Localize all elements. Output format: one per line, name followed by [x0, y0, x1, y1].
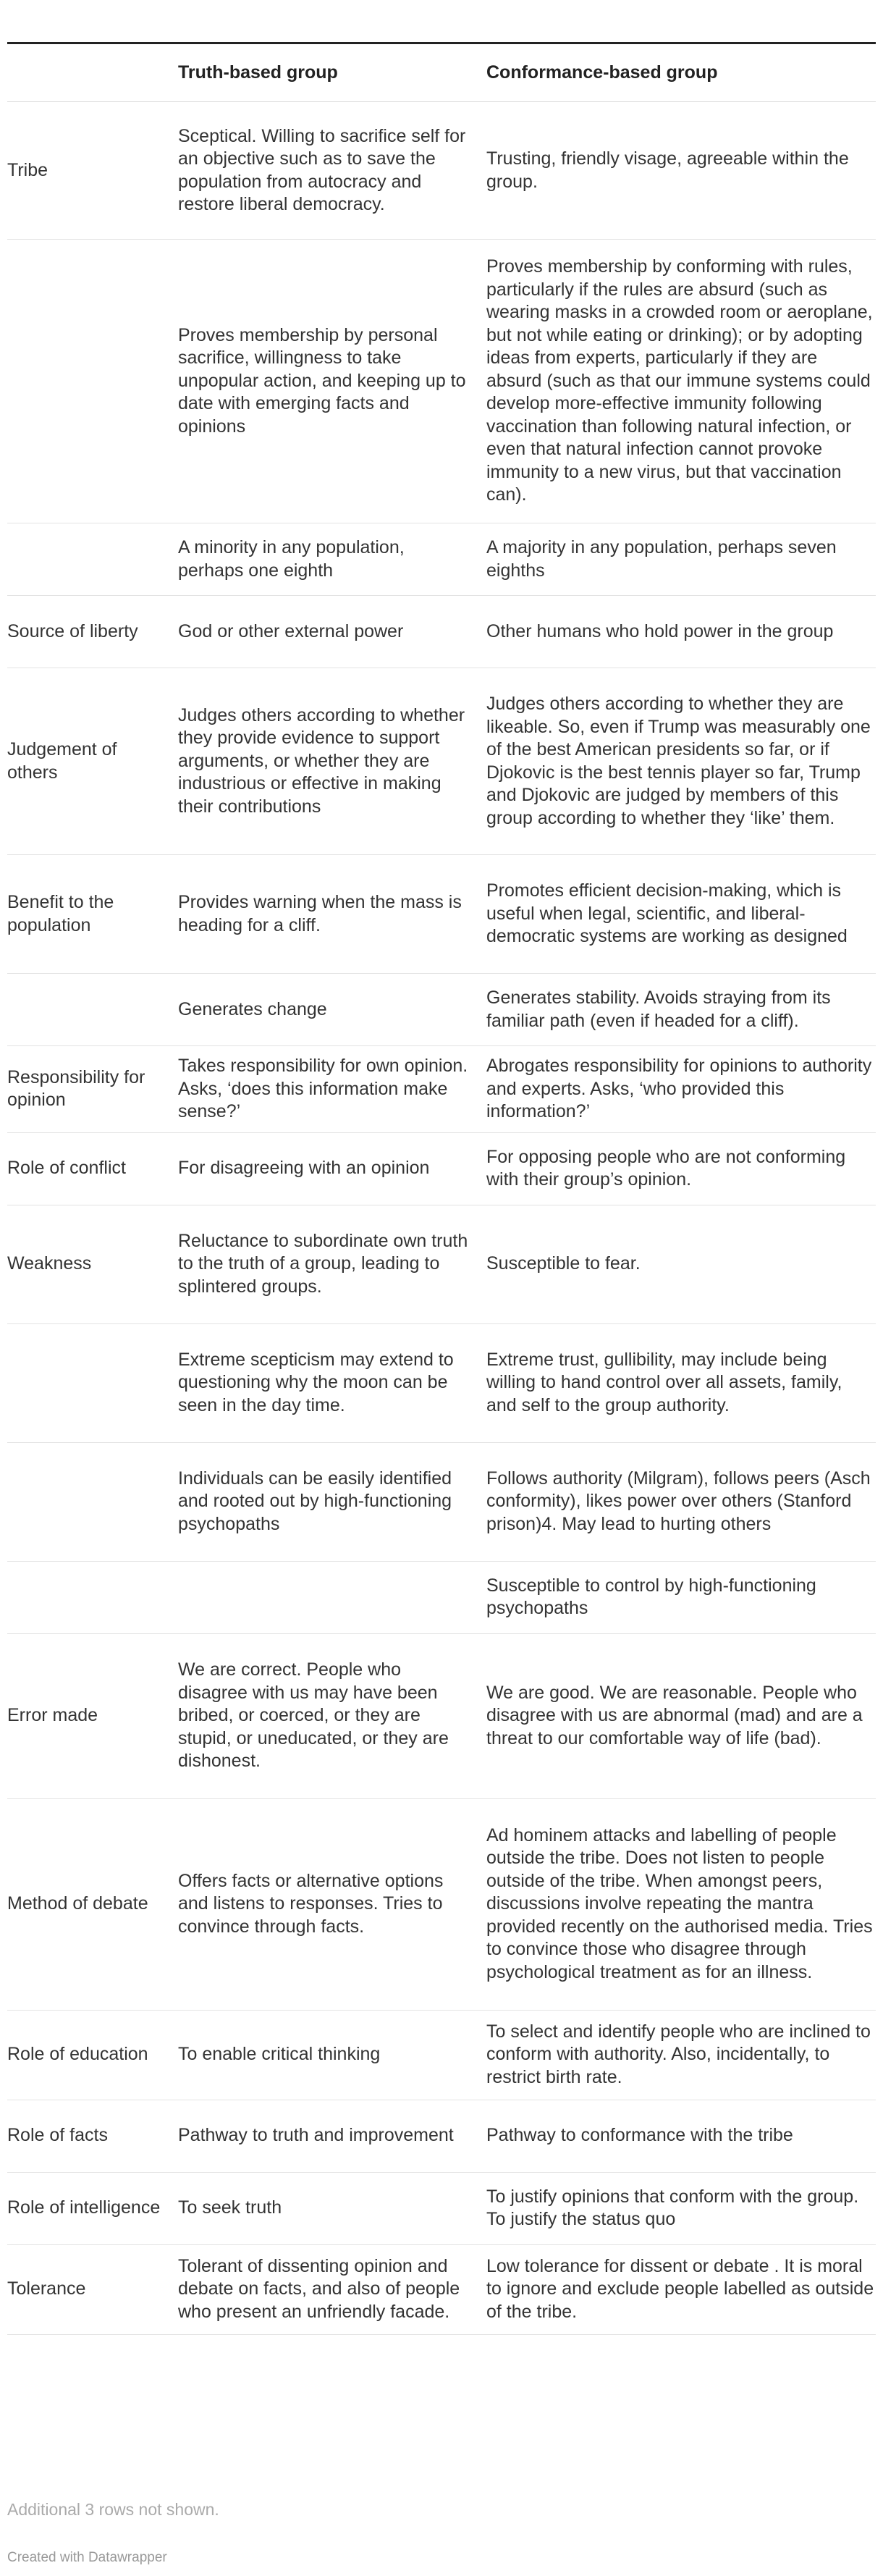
table-cell: Extreme trust, gullibility, may include being willing to hand control over all assets, family, and self to the group authority.	[486, 1323, 876, 1442]
table-cell: Proves membership by conforming with rules, particularly if the rules are absurd (such as wearing masks in a crowded room or aeroplane, but not while eating or drinking); or by adopting ideas from experts, particularly if they are absurd (such as that our immune systems could develop more-effective immunity following vaccination than following natural infection, or even that natural infection cannot provoke immunity to a new virus, but that vaccination can).	[486, 240, 876, 523]
table-cell: To enable critical thinking	[178, 2010, 486, 2100]
table-container	[7, 42, 876, 2335]
table-cell: A majority in any population, perhaps seven eighths	[486, 523, 876, 596]
table-cell: For opposing people who are not conforming with their group’s opinion.	[486, 1132, 876, 1205]
row-label-cell: Role of intelligence	[7, 2172, 178, 2244]
row-label-cell: Source of liberty	[7, 596, 178, 668]
table-cell: Judges others according to whether they provide evidence to support arguments, or whether they are industrious or effective in making their contributions	[178, 668, 486, 855]
column-header[interactable]	[7, 43, 178, 102]
row-label-cell: Judgement of others	[7, 668, 178, 855]
table-cell: God or other external power	[178, 596, 486, 668]
table-cell: Provides warning when the mass is heading for a cliff.	[178, 855, 486, 974]
table-cell: Proves membership by personal sacrifice, willingness to take unpopular action, and keeping up to date with emerging facts and opinions	[178, 240, 486, 523]
table-cell: Takes responsibility for own opinion. Asks, ‘does this information make sense?’	[178, 1046, 486, 1133]
table-cell: Sceptical. Willing to sacrifice self for an objective such as to save the population from autocracy and restore liberal democracy.	[178, 102, 486, 240]
table-row	[7, 1798, 876, 2010]
row-label-cell: Role of education	[7, 2010, 178, 2100]
table-row	[7, 1046, 876, 1133]
table-cell: To select and identify people who are inclined to conform with authority. Also, incidentally, to restrict birth rate.	[486, 2010, 876, 2100]
table-row	[7, 1323, 876, 1442]
table-cell: To seek truth	[178, 2172, 486, 2244]
table-cell: Trusting, friendly visage, agreeable within the group.	[486, 102, 876, 240]
table-cell: Pathway to conformance with the tribe	[486, 2100, 876, 2172]
row-label-cell: Tribe	[7, 102, 178, 240]
comparison-table	[7, 42, 876, 2335]
row-label-cell: Role of facts	[7, 2100, 178, 2172]
table-cell: We are good. We are reasonable. People who disagree with us are abnormal (mad) and are a threat to our comfortable way of life (bad).	[486, 1633, 876, 1798]
table-cell: Ad hominem attacks and labelling of people outside the tribe. Does not listen to people outside of the tribe. When amongst peers, discussions involve repeating the mantra provided recently on the authorised media. Tries to convince those who disagree through psychological treatment as for an illness.	[486, 1798, 876, 2010]
table-cell: For disagreeing with an opinion	[178, 1132, 486, 1205]
table-cell: Susceptible to fear.	[486, 1205, 876, 1323]
row-label-cell: Weakness	[7, 1205, 178, 1323]
column-header[interactable]: Truth-based group	[178, 43, 486, 102]
row-label-cell: Responsibility for opinion	[7, 1046, 178, 1133]
table-cell: Extreme scepticism may extend to questioning why the moon can be seen in the day time.	[178, 1323, 486, 1442]
table-cell: Other humans who hold power in the group	[486, 596, 876, 668]
column-header[interactable]: Conformance-based group	[486, 43, 876, 102]
row-label-cell: Benefit to the population	[7, 855, 178, 974]
table-cell: Individuals can be easily identified and rooted out by high-functioning psychopaths	[178, 1442, 486, 1561]
table-cell: We are correct. People who disagree with us may have been bribed, or coerced, or they are stupid, or uneducated, or they are dishonest.	[178, 1633, 486, 1798]
table-cell: Judges others according to whether they are likeable. So, even if Trump was measurably one of the best American presidents so far, or if Djokovic is the best tennis player so far, Trump and Djokovic are judged by members of this group according to whether they ‘like’ them.	[486, 668, 876, 855]
table-row	[7, 1633, 876, 1798]
row-label-cell	[7, 1561, 178, 1633]
row-label-cell: Method of debate	[7, 1798, 178, 2010]
row-label-cell	[7, 240, 178, 523]
table-row	[7, 596, 876, 668]
row-label-cell: Tolerance	[7, 2244, 178, 2334]
table-cell: Abrogates responsibility for opinions to authority and experts. Asks, ‘who provided this information?’	[486, 1046, 876, 1133]
table-row	[7, 2100, 876, 2172]
datawrapper-credit: Created with Datawrapper	[7, 2550, 167, 2565]
table-cell: Reluctance to subordinate own truth to the truth of a group, leading to splintered groups.	[178, 1205, 486, 1323]
header-row	[7, 43, 876, 102]
table-cell: Low tolerance for dissent or debate . It is moral to ignore and exclude people labelled as outside of the tribe.	[486, 2244, 876, 2334]
table-cell	[178, 1561, 486, 1633]
table-row	[7, 523, 876, 596]
row-label-cell	[7, 1323, 178, 1442]
table-row	[7, 974, 876, 1046]
table-row	[7, 855, 876, 974]
table-row	[7, 1132, 876, 1205]
table-cell: Generates stability. Avoids straying from its familiar path (even if headed for a cliff).	[486, 974, 876, 1046]
table-row	[7, 668, 876, 855]
table-cell: To justify opinions that conform with the group. To justify the status quo	[486, 2172, 876, 2244]
table-notes: Additional 3 rows not shown.	[7, 2500, 219, 2519]
table-row	[7, 1205, 876, 1323]
table-row	[7, 2244, 876, 2334]
table-cell: Generates change	[178, 974, 486, 1046]
table-cell: Susceptible to control by high-functioning psychopaths	[486, 1561, 876, 1633]
row-label-cell	[7, 523, 178, 596]
table-row	[7, 240, 876, 523]
table-cell: Follows authority (Milgram), follows peers (Asch conformity), likes power over others (Stanford prison)4. May lead to hurting others	[486, 1442, 876, 1561]
table-row	[7, 102, 876, 240]
row-label-cell	[7, 974, 178, 1046]
table-cell: Pathway to truth and improvement	[178, 2100, 486, 2172]
table-row	[7, 2010, 876, 2100]
table-row	[7, 1561, 876, 1633]
table-cell: Offers facts or alternative options and listens to responses. Tries to convince through facts.	[178, 1798, 486, 2010]
table-row	[7, 1442, 876, 1561]
row-label-cell	[7, 1442, 178, 1561]
table-cell: A minority in any population, perhaps one eighth	[178, 523, 486, 596]
table-row	[7, 2172, 876, 2244]
row-label-cell: Error made	[7, 1633, 178, 1798]
row-label-cell: Role of conflict	[7, 1132, 178, 1205]
table-cell: Promotes efficient decision-making, which is useful when legal, scientific, and liberal-democratic systems are working as designed	[486, 855, 876, 974]
table-cell: Tolerant of dissenting opinion and debate on facts, and also of people who present an unfriendly facade.	[178, 2244, 486, 2334]
